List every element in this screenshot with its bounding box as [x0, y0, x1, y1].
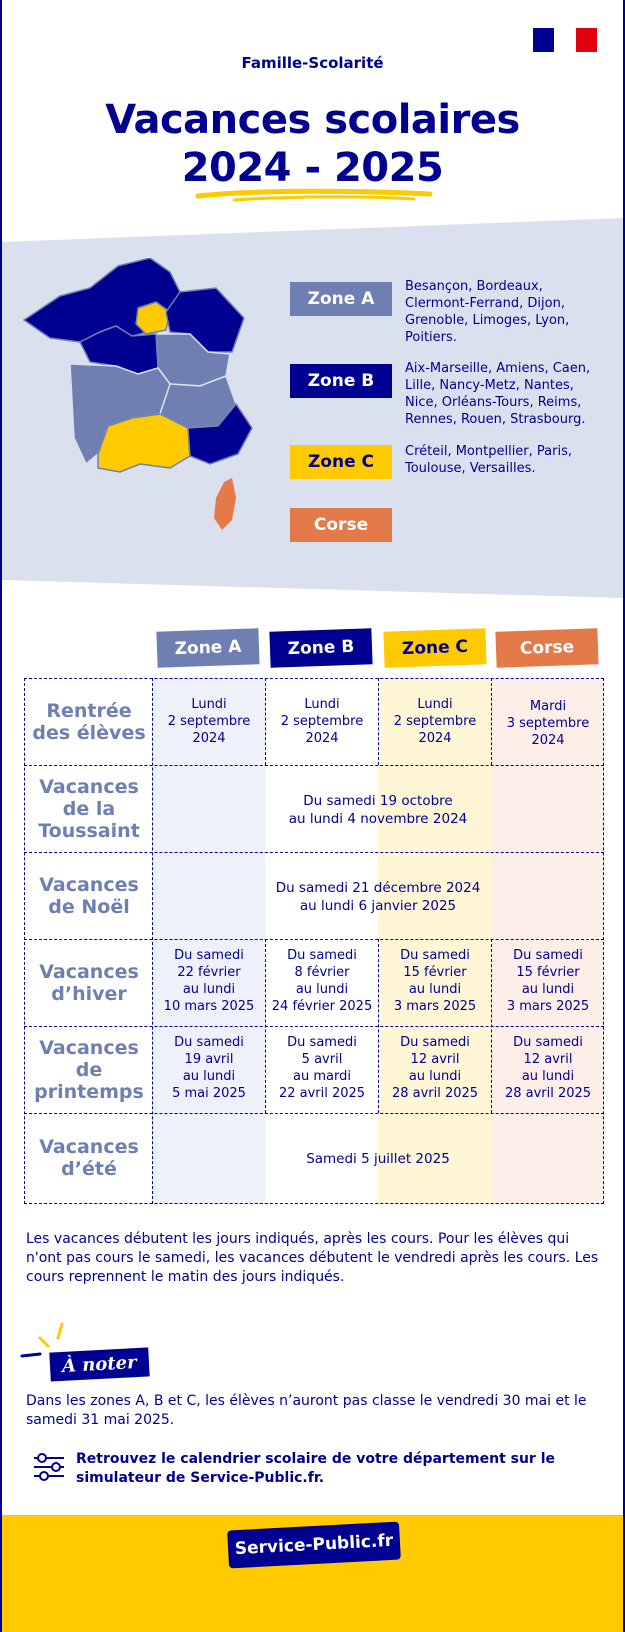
cell-rentree-zone-b: Lundi 2 septembre 2024	[280, 697, 364, 746]
table-column-divider	[152, 678, 153, 1204]
cell-printemps-zone-c: Du samedi 12 avril au lundi 28 avril 2025	[391, 1035, 479, 1101]
cell-rentree-corse: Mardi 3 septembre 2024	[506, 699, 590, 748]
service-public-logo: Service-Public.fr	[227, 1522, 401, 1569]
legend-zone-b-cities: Aix-Marseille, Amiens, Caen, Lille, Nancy-Metz, Nantes, Nice, Orléans-Tours, Reims, Rennes, Rouen, Strasbourg.	[405, 361, 591, 427]
legend-zone-a-tag: Zone A	[290, 282, 392, 316]
legend-zone-b-tag: Zone B	[290, 364, 392, 398]
title-line-1: Vacances scolaires	[105, 97, 520, 143]
column-header-zone-b: Zone B	[269, 628, 372, 668]
simulator-link-text[interactable]: Retrouvez le calendrier scolaire de votre département sur le simulateur de Service-Public.fr.	[76, 1451, 556, 1486]
cell-rentree-zone-a: Lundi 2 septembre 2024	[167, 697, 251, 746]
column-bg-corse	[491, 678, 604, 1204]
table-row-divider	[24, 939, 604, 940]
settings-sliders-icon	[32, 1452, 66, 1482]
cell-printemps-zone-b: Du samedi 5 avril au mardi 22 avril 2025	[278, 1035, 366, 1101]
france-zones-map	[20, 258, 260, 548]
legend-zone-c-tag: Zone C	[290, 445, 392, 479]
column-header-corse: Corse	[495, 628, 598, 668]
a-noter-text: Dans les zones A, B et C, les élèves n’auront pas classe le vendredi 30 mai et le samedi 31 mai 2025.	[26, 1393, 587, 1428]
cell-hiver-zone-a: Du samedi 22 février au lundi 10 mars 2025	[163, 948, 255, 1014]
legend-corse-tag: Corse	[290, 508, 392, 542]
cell-hiver-zone-c: Du samedi 15 février au lundi 3 mars 2025	[393, 948, 477, 1014]
row-label-hiver: Vacances d’hiver	[39, 961, 139, 1005]
cell-toussaint-all: Du samedi 19 octobre au lundi 4 novembre 2024	[288, 793, 468, 827]
row-label-printemps: Vacances de printemps	[34, 1037, 144, 1103]
cell-rentree-zone-c: Lundi 2 septembre 2024	[393, 697, 477, 746]
title-line-2: 2024 - 2025	[181, 145, 444, 191]
column-bg-zone-c	[378, 678, 491, 1204]
column-bg-zone-a	[152, 678, 265, 1204]
row-label-toussaint: Vacances de la Toussaint	[38, 776, 140, 842]
french-flag-logo	[533, 28, 597, 52]
cell-ete-all: Samedi 5 juillet 2025	[306, 1151, 450, 1167]
table-border-top	[24, 678, 604, 679]
row-label-ete: Vacances d’été	[39, 1136, 139, 1180]
column-header-zone-a: Zone A	[156, 628, 259, 668]
legend-zone-a-cities: Besançon, Bordeaux, Clermont-Ferrand, Dijon, Grenoble, Limoges, Lyon, Poitiers.	[405, 279, 570, 345]
table-border-left	[24, 678, 25, 1204]
row-label-noel: Vacances de Noël	[39, 874, 139, 918]
table-row-divider	[24, 1026, 604, 1027]
row-label-rentree: Rentrée des élèves	[32, 700, 146, 744]
map-corse	[214, 478, 236, 530]
title-underline-decoration	[194, 188, 434, 202]
cell-printemps-corse: Du samedi 12 avril au lundi 28 avril 2025	[504, 1035, 592, 1101]
table-row-divider	[24, 1113, 604, 1114]
cell-noel-all: Du samedi 21 décembre 2024 au lundi 6 janvier 2025	[275, 880, 481, 914]
legend-zone-c-cities: Créteil, Montpellier, Paris, Toulouse, Versailles.	[405, 444, 573, 476]
a-noter-badge: À noter	[49, 1347, 149, 1381]
cell-printemps-zone-a: Du samedi 19 avril au lundi 5 mai 2025	[172, 1035, 246, 1101]
page-title	[2, 96, 623, 192]
cell-hiver-corse: Du samedi 15 février au lundi 3 mars 2025	[506, 948, 590, 1014]
category-label: Famille-Scolarité	[241, 54, 384, 72]
table-row-divider	[24, 765, 604, 766]
table-border-bottom	[24, 1203, 604, 1204]
cell-hiver-zone-b: Du samedi 8 février au lundi 24 février 2025	[271, 948, 373, 1014]
table-row-divider	[24, 852, 604, 853]
vacation-note: Les vacances débutent les jours indiqués, après les cours. Pour les élèves qui n'ont pas cours le samedi, les vacances débutent le vendredi après les cours. Les cours reprennent le matin des jours indiqués.	[26, 1231, 599, 1285]
column-header-zone-c: Zone C	[383, 628, 486, 668]
table-border-right	[603, 678, 604, 1204]
